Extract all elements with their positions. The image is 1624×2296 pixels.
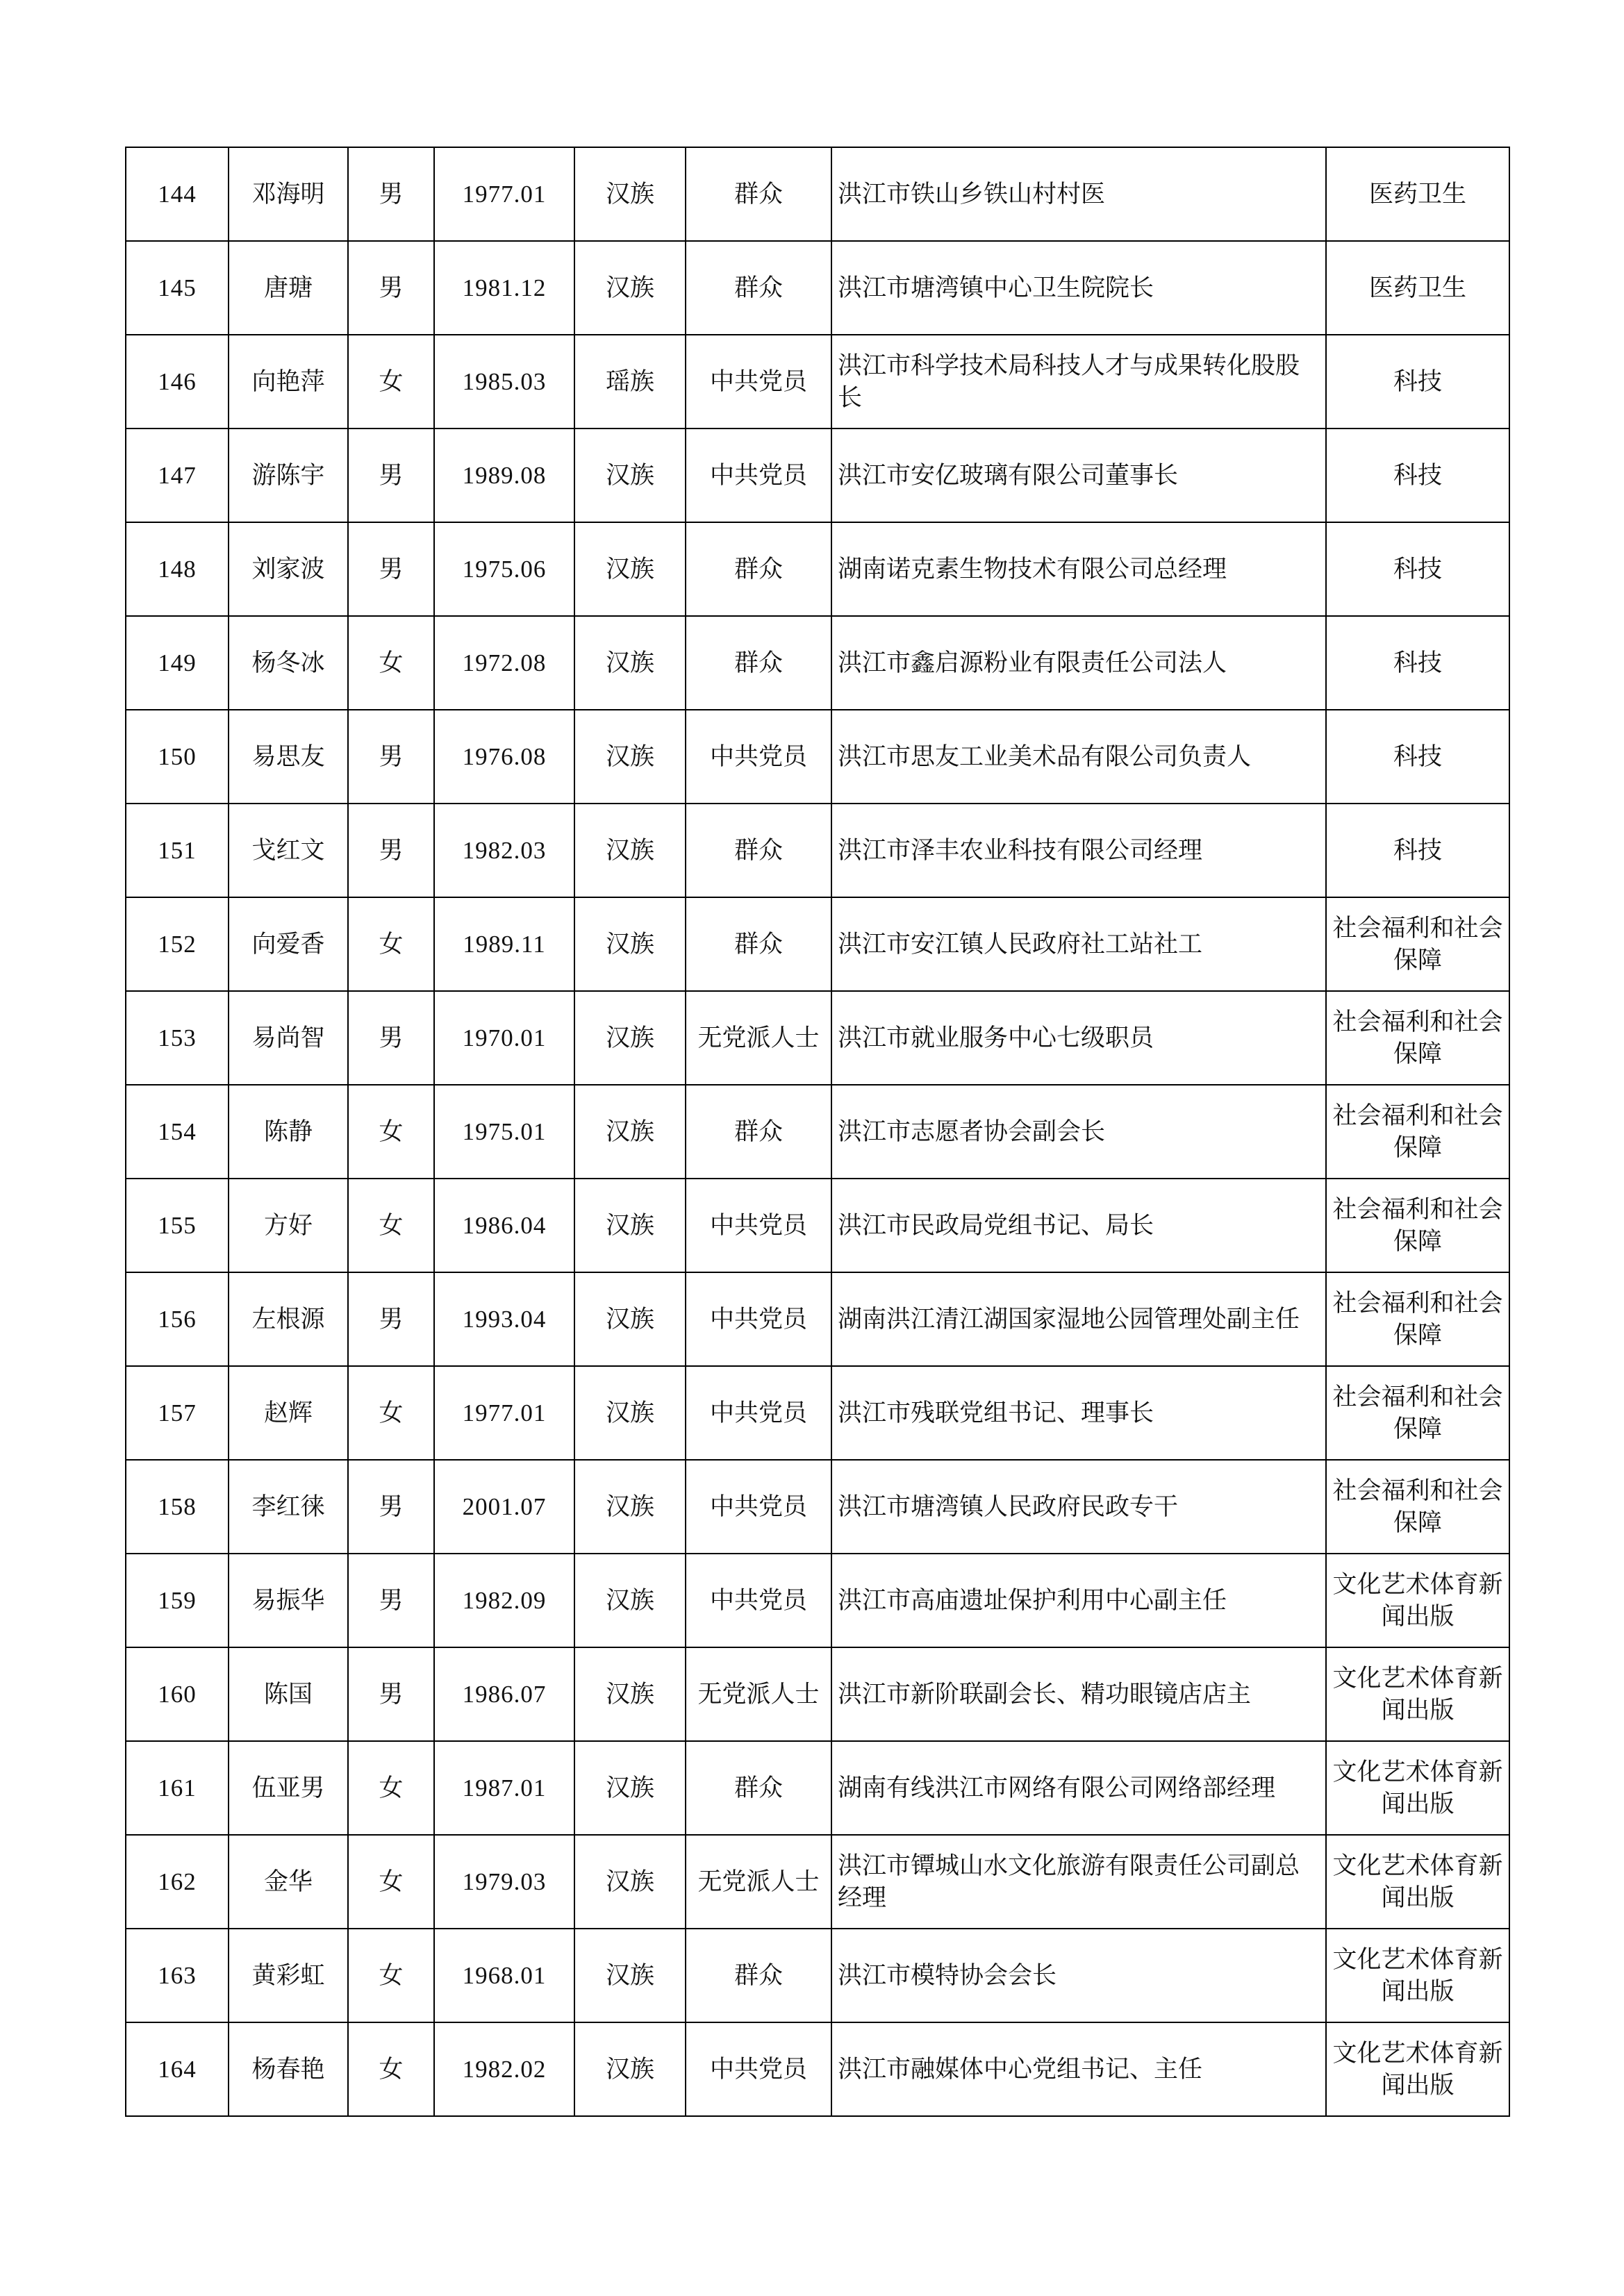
table-row — [126, 991, 1509, 1085]
birth-date-cell: 1982.09 — [434, 1554, 574, 1647]
ethnicity-cell: 汉族 — [574, 897, 686, 991]
field-category-cell: 科技 — [1326, 429, 1509, 522]
serial-number-cell: 161 — [126, 1741, 229, 1835]
work-unit-cell: 洪江市模特协会会长 — [831, 1929, 1326, 2022]
field-category-cell: 科技 — [1326, 616, 1509, 710]
field-category-cell: 文化艺术体育新闻出版 — [1326, 1647, 1509, 1741]
ethnicity-cell: 汉族 — [574, 616, 686, 710]
party-affiliation-cell: 群众 — [686, 616, 831, 710]
ethnicity-cell: 汉族 — [574, 1460, 686, 1554]
work-unit-cell: 洪江市思友工业美术品有限公司负责人 — [831, 710, 1326, 804]
work-unit-cell: 洪江市残联党组书记、理事长 — [831, 1366, 1326, 1460]
name-cell: 左根源 — [229, 1272, 348, 1366]
field-category-cell: 文化艺术体育新闻出版 — [1326, 1929, 1509, 2022]
birth-date-cell: 1993.04 — [434, 1272, 574, 1366]
ethnicity-cell: 汉族 — [574, 1179, 686, 1272]
birth-date-cell: 1975.01 — [434, 1085, 574, 1179]
field-category-cell: 文化艺术体育新闻出版 — [1326, 1554, 1509, 1647]
birth-date-cell: 1989.08 — [434, 429, 574, 522]
table-row — [126, 1366, 1509, 1460]
roster-body — [126, 147, 1509, 2116]
serial-number-cell: 155 — [126, 1179, 229, 1272]
serial-number-cell: 154 — [126, 1085, 229, 1179]
name-cell: 向艳萍 — [229, 335, 348, 429]
serial-number-cell: 145 — [126, 241, 229, 335]
work-unit-cell: 洪江市融媒体中心党组书记、主任 — [831, 2022, 1326, 2116]
ethnicity-cell: 汉族 — [574, 429, 686, 522]
birth-date-cell: 1986.04 — [434, 1179, 574, 1272]
ethnicity-cell: 汉族 — [574, 1835, 686, 1929]
party-affiliation-cell: 群众 — [686, 1085, 831, 1179]
name-cell: 伍亚男 — [229, 1741, 348, 1835]
gender-cell: 女 — [348, 897, 434, 991]
name-cell: 杨冬冰 — [229, 616, 348, 710]
ethnicity-cell: 汉族 — [574, 1272, 686, 1366]
field-category-cell: 文化艺术体育新闻出版 — [1326, 1741, 1509, 1835]
name-cell: 向爱香 — [229, 897, 348, 991]
gender-cell: 女 — [348, 2022, 434, 2116]
name-cell: 方好 — [229, 1179, 348, 1272]
roster-table — [125, 147, 1510, 2117]
birth-date-cell: 1986.07 — [434, 1647, 574, 1741]
birth-date-cell: 1987.01 — [434, 1741, 574, 1835]
work-unit-cell: 洪江市新阶联副会长、精功眼镜店店主 — [831, 1647, 1326, 1741]
work-unit-cell: 洪江市镡城山水文化旅游有限责任公司副总经理 — [831, 1835, 1326, 1929]
party-affiliation-cell: 群众 — [686, 522, 831, 616]
party-affiliation-cell: 无党派人士 — [686, 1647, 831, 1741]
name-cell: 邓海明 — [229, 147, 348, 241]
party-affiliation-cell: 中共党员 — [686, 1366, 831, 1460]
ethnicity-cell: 汉族 — [574, 522, 686, 616]
table-row — [126, 1085, 1509, 1179]
name-cell: 陈静 — [229, 1085, 348, 1179]
work-unit-cell: 洪江市安亿玻璃有限公司董事长 — [831, 429, 1326, 522]
gender-cell: 女 — [348, 616, 434, 710]
gender-cell: 男 — [348, 710, 434, 804]
party-affiliation-cell: 群众 — [686, 804, 831, 897]
gender-cell: 男 — [348, 147, 434, 241]
ethnicity-cell: 汉族 — [574, 710, 686, 804]
work-unit-cell: 湖南诺克素生物技术有限公司总经理 — [831, 522, 1326, 616]
table-row — [126, 241, 1509, 335]
party-affiliation-cell: 群众 — [686, 897, 831, 991]
gender-cell: 男 — [348, 1647, 434, 1741]
serial-number-cell: 149 — [126, 616, 229, 710]
table-row — [126, 522, 1509, 616]
field-category-cell: 科技 — [1326, 522, 1509, 616]
gender-cell: 男 — [348, 1460, 434, 1554]
gender-cell: 男 — [348, 1272, 434, 1366]
ethnicity-cell: 汉族 — [574, 991, 686, 1085]
table-row — [126, 1272, 1509, 1366]
birth-date-cell: 1989.11 — [434, 897, 574, 991]
serial-number-cell: 150 — [126, 710, 229, 804]
birth-date-cell: 1982.02 — [434, 2022, 574, 2116]
birth-date-cell: 1985.03 — [434, 335, 574, 429]
serial-number-cell: 147 — [126, 429, 229, 522]
serial-number-cell: 148 — [126, 522, 229, 616]
serial-number-cell: 151 — [126, 804, 229, 897]
gender-cell: 女 — [348, 1179, 434, 1272]
ethnicity-cell: 瑶族 — [574, 335, 686, 429]
serial-number-cell: 163 — [126, 1929, 229, 2022]
party-affiliation-cell: 无党派人士 — [686, 1835, 831, 1929]
ethnicity-cell: 汉族 — [574, 1366, 686, 1460]
name-cell: 赵辉 — [229, 1366, 348, 1460]
table-row — [126, 1647, 1509, 1741]
serial-number-cell: 164 — [126, 2022, 229, 2116]
party-affiliation-cell: 中共党员 — [686, 1179, 831, 1272]
gender-cell: 男 — [348, 804, 434, 897]
table-row — [126, 429, 1509, 522]
table-row — [126, 1929, 1509, 2022]
serial-number-cell: 144 — [126, 147, 229, 241]
birth-date-cell: 2001.07 — [434, 1460, 574, 1554]
name-cell: 游陈宇 — [229, 429, 348, 522]
birth-date-cell: 1976.08 — [434, 710, 574, 804]
work-unit-cell: 洪江市科学技术局科技人才与成果转化股股长 — [831, 335, 1326, 429]
birth-date-cell: 1981.12 — [434, 241, 574, 335]
party-affiliation-cell: 中共党员 — [686, 1272, 831, 1366]
birth-date-cell: 1968.01 — [434, 1929, 574, 2022]
table-row — [126, 804, 1509, 897]
birth-date-cell: 1982.03 — [434, 804, 574, 897]
field-category-cell: 社会福利和社会保障 — [1326, 1366, 1509, 1460]
work-unit-cell: 湖南洪江清江湖国家湿地公园管理处副主任 — [831, 1272, 1326, 1366]
party-affiliation-cell: 中共党员 — [686, 710, 831, 804]
table-row — [126, 897, 1509, 991]
table-row — [126, 2022, 1509, 2116]
field-category-cell: 医药卫生 — [1326, 241, 1509, 335]
party-affiliation-cell: 中共党员 — [686, 1460, 831, 1554]
field-category-cell: 社会福利和社会保障 — [1326, 1085, 1509, 1179]
work-unit-cell: 洪江市鑫启源粉业有限责任公司法人 — [831, 616, 1326, 710]
gender-cell: 男 — [348, 991, 434, 1085]
work-unit-cell: 洪江市就业服务中心七级职员 — [831, 991, 1326, 1085]
serial-number-cell: 146 — [126, 335, 229, 429]
gender-cell: 女 — [348, 1366, 434, 1460]
party-affiliation-cell: 中共党员 — [686, 429, 831, 522]
ethnicity-cell: 汉族 — [574, 1085, 686, 1179]
table-row — [126, 335, 1509, 429]
table-row — [126, 710, 1509, 804]
party-affiliation-cell: 中共党员 — [686, 1554, 831, 1647]
serial-number-cell: 152 — [126, 897, 229, 991]
table-row — [126, 1835, 1509, 1929]
serial-number-cell: 159 — [126, 1554, 229, 1647]
party-affiliation-cell: 群众 — [686, 241, 831, 335]
party-affiliation-cell: 中共党员 — [686, 2022, 831, 2116]
gender-cell: 女 — [348, 1085, 434, 1179]
field-category-cell: 社会福利和社会保障 — [1326, 897, 1509, 991]
field-category-cell: 文化艺术体育新闻出版 — [1326, 1835, 1509, 1929]
work-unit-cell: 湖南有线洪江市网络有限公司网络部经理 — [831, 1741, 1326, 1835]
field-category-cell: 文化艺术体育新闻出版 — [1326, 2022, 1509, 2116]
table-row — [126, 147, 1509, 241]
party-affiliation-cell: 群众 — [686, 1929, 831, 2022]
table-row — [126, 1179, 1509, 1272]
name-cell: 易思友 — [229, 710, 348, 804]
name-cell: 唐瑭 — [229, 241, 348, 335]
birth-date-cell: 1970.01 — [434, 991, 574, 1085]
work-unit-cell: 洪江市泽丰农业科技有限公司经理 — [831, 804, 1326, 897]
birth-date-cell: 1979.03 — [434, 1835, 574, 1929]
table-row — [126, 1460, 1509, 1554]
gender-cell: 男 — [348, 1554, 434, 1647]
gender-cell: 女 — [348, 335, 434, 429]
ethnicity-cell: 汉族 — [574, 147, 686, 241]
party-affiliation-cell: 无党派人士 — [686, 991, 831, 1085]
serial-number-cell: 157 — [126, 1366, 229, 1460]
table-row — [126, 1554, 1509, 1647]
name-cell: 陈国 — [229, 1647, 348, 1741]
gender-cell: 男 — [348, 429, 434, 522]
work-unit-cell: 洪江市塘湾镇中心卫生院院长 — [831, 241, 1326, 335]
birth-date-cell: 1977.01 — [434, 1366, 574, 1460]
field-category-cell: 社会福利和社会保障 — [1326, 1460, 1509, 1554]
work-unit-cell: 洪江市民政局党组书记、局长 — [831, 1179, 1326, 1272]
name-cell: 易振华 — [229, 1554, 348, 1647]
field-category-cell: 医药卫生 — [1326, 147, 1509, 241]
field-category-cell: 科技 — [1326, 335, 1509, 429]
name-cell: 易尚智 — [229, 991, 348, 1085]
birth-date-cell: 1972.08 — [434, 616, 574, 710]
ethnicity-cell: 汉族 — [574, 1554, 686, 1647]
field-category-cell: 科技 — [1326, 804, 1509, 897]
ethnicity-cell: 汉族 — [574, 804, 686, 897]
serial-number-cell: 153 — [126, 991, 229, 1085]
field-category-cell: 社会福利和社会保障 — [1326, 1272, 1509, 1366]
serial-number-cell: 162 — [126, 1835, 229, 1929]
name-cell: 李红徕 — [229, 1460, 348, 1554]
name-cell: 杨春艳 — [229, 2022, 348, 2116]
name-cell: 刘家波 — [229, 522, 348, 616]
party-affiliation-cell: 中共党员 — [686, 335, 831, 429]
ethnicity-cell: 汉族 — [574, 1741, 686, 1835]
work-unit-cell: 洪江市塘湾镇人民政府民政专干 — [831, 1460, 1326, 1554]
field-category-cell: 社会福利和社会保障 — [1326, 1179, 1509, 1272]
work-unit-cell: 洪江市高庙遗址保护利用中心副主任 — [831, 1554, 1326, 1647]
name-cell: 戈红文 — [229, 804, 348, 897]
work-unit-cell: 洪江市志愿者协会副会长 — [831, 1085, 1326, 1179]
ethnicity-cell: 汉族 — [574, 1929, 686, 2022]
field-category-cell: 社会福利和社会保障 — [1326, 991, 1509, 1085]
party-affiliation-cell: 群众 — [686, 1741, 831, 1835]
work-unit-cell: 洪江市铁山乡铁山村村医 — [831, 147, 1326, 241]
ethnicity-cell: 汉族 — [574, 2022, 686, 2116]
name-cell: 金华 — [229, 1835, 348, 1929]
field-category-cell: 科技 — [1326, 710, 1509, 804]
gender-cell: 女 — [348, 1741, 434, 1835]
gender-cell: 女 — [348, 1929, 434, 2022]
gender-cell: 女 — [348, 1835, 434, 1929]
party-affiliation-cell: 群众 — [686, 147, 831, 241]
ethnicity-cell: 汉族 — [574, 241, 686, 335]
work-unit-cell: 洪江市安江镇人民政府社工站社工 — [831, 897, 1326, 991]
table-row — [126, 616, 1509, 710]
gender-cell: 男 — [348, 241, 434, 335]
serial-number-cell: 156 — [126, 1272, 229, 1366]
gender-cell: 男 — [348, 522, 434, 616]
ethnicity-cell: 汉族 — [574, 1647, 686, 1741]
serial-number-cell: 158 — [126, 1460, 229, 1554]
serial-number-cell: 160 — [126, 1647, 229, 1741]
birth-date-cell: 1977.01 — [434, 147, 574, 241]
name-cell: 黄彩虹 — [229, 1929, 348, 2022]
birth-date-cell: 1975.06 — [434, 522, 574, 616]
table-row — [126, 1741, 1509, 1835]
